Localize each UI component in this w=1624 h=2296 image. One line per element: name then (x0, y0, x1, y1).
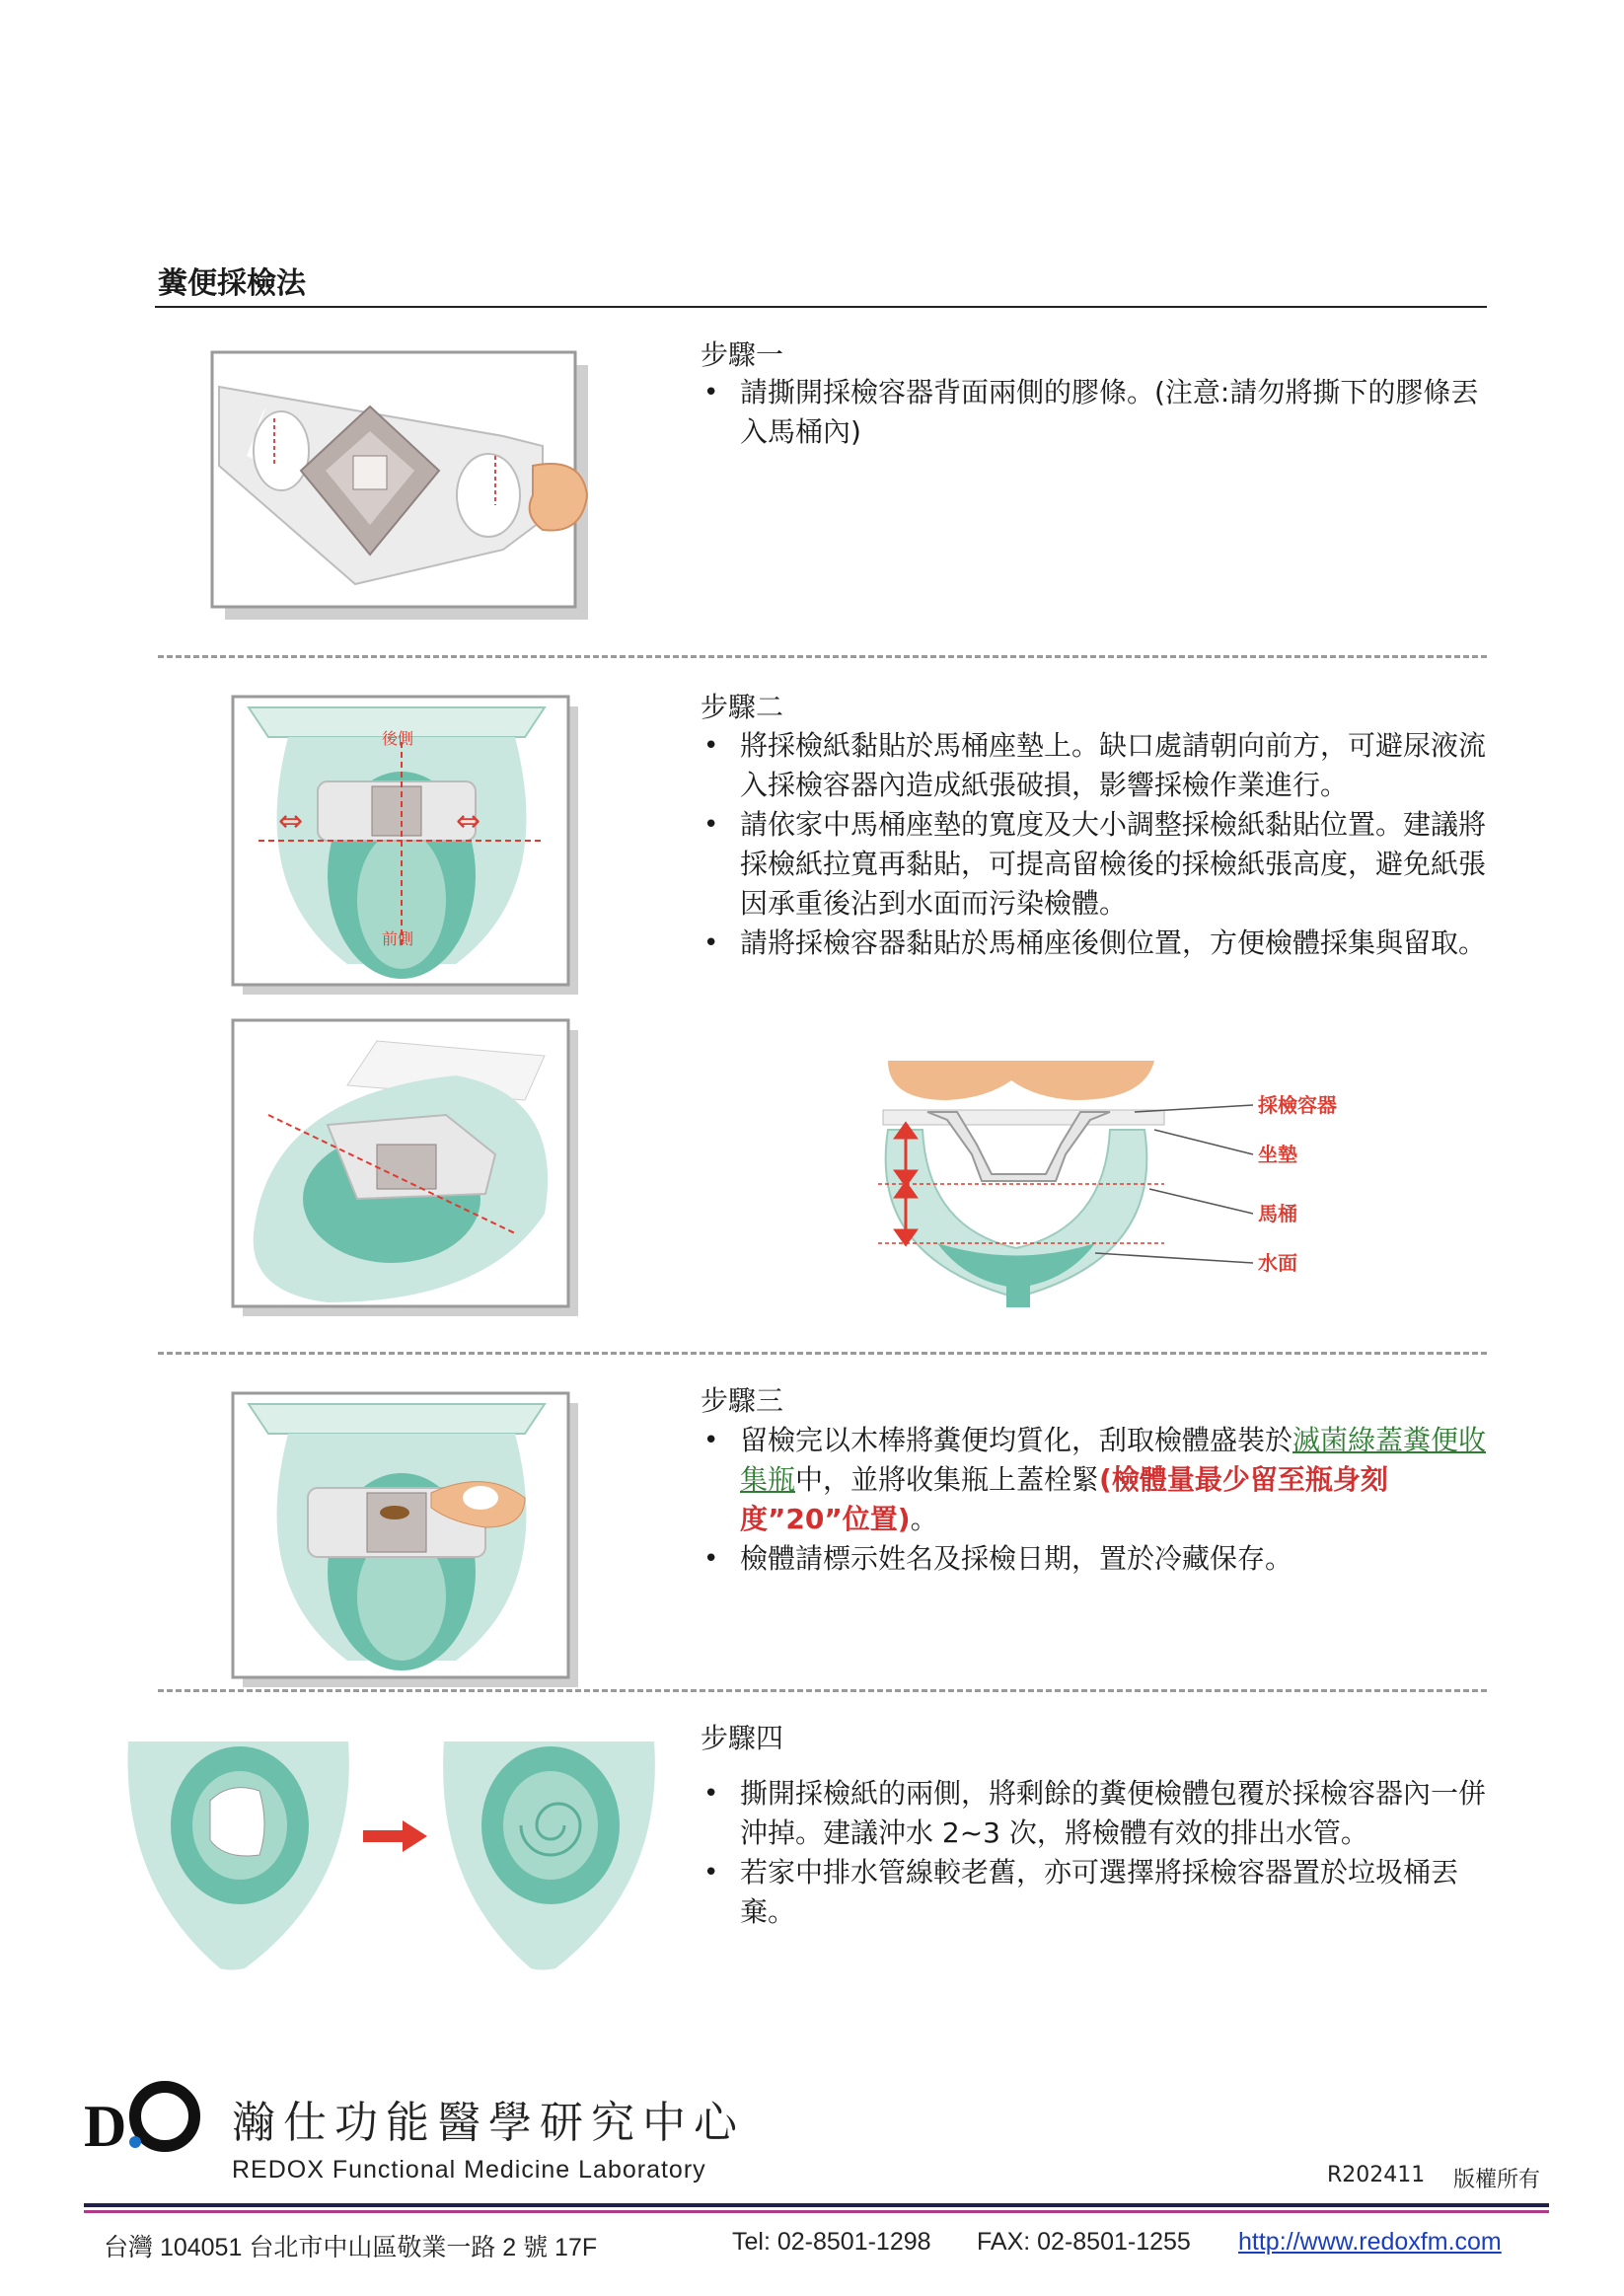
footer-rule (84, 2203, 1549, 2207)
sample-amount-note: (檢體量最少留至瓶身刻度”20”位置) (740, 1463, 1388, 1535)
separator-2 (158, 1352, 1487, 1355)
step3-bullets (696, 1421, 1490, 1579)
redox-logo (84, 2077, 212, 2160)
step2-top-view-figure (229, 693, 584, 999)
footer-address: 台灣 104051 台北市中山區敬業一路 2 號 17F (104, 2234, 598, 2261)
step2-angle-view-figure (229, 1016, 584, 1320)
footer-url[interactable] (1238, 2228, 1502, 2257)
step3-bullet: • 檢體請標示姓名及採檢日期，置於冷藏保存。 (696, 1539, 1490, 1579)
step4-bullet: • 撕開採檢紙的兩側，將剩餘的糞便檢體包覆於採檢容器內一併沖掉。建議沖水 2~3 次，將檢體有效的排出水管。 (696, 1774, 1490, 1853)
label-container: 採檢容器 (1258, 1093, 1337, 1117)
step4-figure (126, 1737, 659, 1973)
page-title: 糞便採檢法 (158, 266, 306, 301)
step1-figure (207, 347, 602, 626)
label-toilet: 馬桶 (1258, 1202, 1297, 1225)
org-name-en: REDOX Functional Medicine Laboratory (232, 2156, 706, 2184)
step1-bullet: • 請撕開採檢容器背面兩側的膠條。(注意:請勿將撕下的膠條丟入馬桶內) (696, 373, 1490, 452)
footer-tel: Tel: 02-8501-1298 (732, 2228, 931, 2256)
org-name-cn: 瀚仕功能醫學研究中心 (232, 2098, 745, 2148)
step1-bullets (696, 373, 1490, 452)
title-rule (155, 306, 1487, 308)
step2-heading: 步驟二 (701, 691, 784, 723)
step4-heading: 步驟四 (701, 1722, 784, 1754)
step3-figure (229, 1389, 584, 1691)
svg-text:D: D (84, 2094, 127, 2156)
label-front-side: 前側 (382, 929, 414, 948)
copyright: 版權所有 (1453, 2168, 1541, 2192)
footer-fax: FAX: 02-8501-1255 (977, 2228, 1191, 2256)
label-seat: 坐墊 (1258, 1143, 1297, 1166)
step2-bullets (696, 726, 1490, 963)
footer-rule-accent (84, 2210, 1549, 2213)
step3-heading: 步驟三 (701, 1384, 784, 1417)
green-cap-bottle-text: 滅菌綠蓋糞便收集瓶 (740, 1424, 1487, 1496)
svg-text:⇔: ⇔ (278, 804, 304, 839)
step1-heading: 步驟一 (701, 338, 784, 371)
label-water: 水面 (1258, 1251, 1297, 1275)
step3-bullet: • 留檢完以木棒將糞便均質化，刮取檢體盛裝於滅菌綠蓋糞便收集瓶中，並將收集瓶上蓋栓緊(檢體量最少留至瓶身刻度”20”位置)。 (696, 1421, 1490, 1539)
separator-1 (158, 655, 1487, 658)
step4-bullets (696, 1774, 1490, 1932)
website-link[interactable]: http://www.redoxfm.com (1238, 2228, 1502, 2256)
step2-bullet: • 請將採檢容器黏貼於馬桶座後側位置，方便檢體採集與留取。 (696, 924, 1490, 963)
cross-section-diagram (868, 1051, 1362, 1317)
label-back-side: 後側 (382, 729, 414, 748)
doc-code: R202411 (1327, 2163, 1426, 2187)
step4-bullet: • 若家中排水管線較老舊，亦可選擇將採檢容器置於垃圾桶丟棄。 (696, 1853, 1490, 1932)
step2-bullet: • 請依家中馬桶座墊的寬度及大小調整採檢紙黏貼位置。建議將採檢紙拉寬再黏貼，可提高留檢後的採檢紙張高度，避免紙張因承重後沾到水面而污染檢體。 (696, 805, 1490, 924)
svg-text:⇔: ⇔ (456, 804, 481, 839)
separator-3 (158, 1689, 1487, 1692)
step2-bullet: • 將採檢紙黏貼於馬桶座墊上。缺口處請朝向前方，可避尿液流入採檢容器內造成紙張破損，影響採檢作業進行。 (696, 726, 1490, 805)
